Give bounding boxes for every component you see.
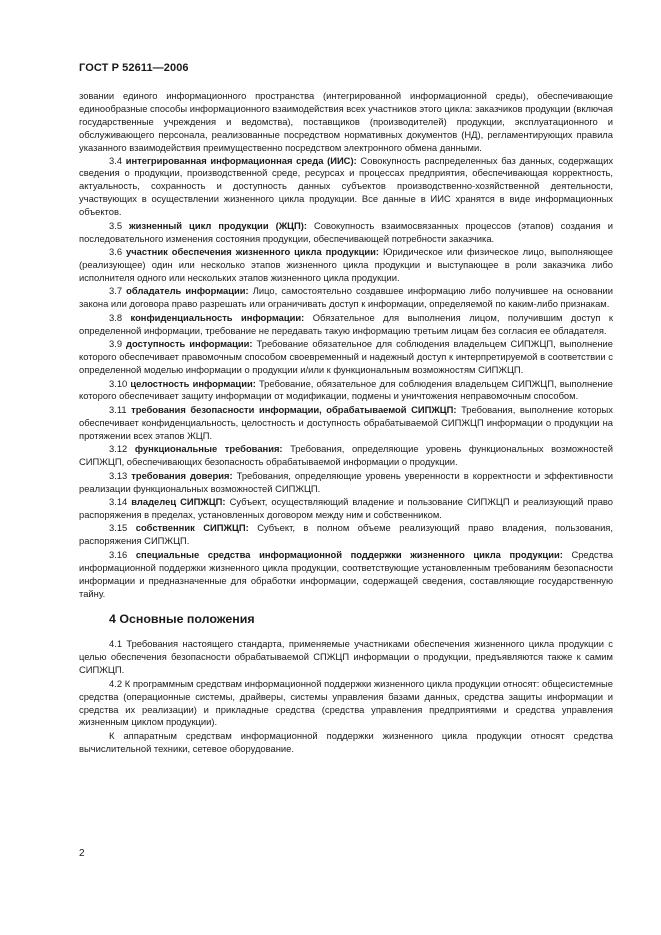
definition-term: конфиденциальность информации:	[130, 311, 305, 323]
definitions-list	[79, 155, 613, 601]
intro-paragraph: зовании единого информационного пространства (интегрированной информационной среды), обеспечивающие единообразные способы информационного взаимодействия всех участников этого цикла: заказчиков продукции (включая государственные учреждения и ведомства), поставщиков (производителей) продукции, эксплуатационного и обслуживающего персонала, реализованные посредством нормативных документов (НД), регламентирующих правила указанного взаимодействия преимущественно посредством электронного обмена данными.	[79, 90, 613, 153]
definition-text: Совокупность взаимосвязанных процессов (этапов) создания и последовательного изменения состояния продукции, обеспечивающей потребности заказчика.	[79, 219, 613, 244]
definition-text: Совокупность распределенных баз данных, содержащих сведения о продукции, производственной среде, ресурсах и процессах предприятия, обеспечивающая корректность, актуальность, сохранность и доступность данных субъектов производственно-хозяйственной деятельности, участвующих в осуществлении жизненного цикла продукции. Все данные в ИИС хранятся в виде информационных объектов.	[79, 154, 614, 218]
definition-term: специальные средства информационной поддержки жизненного цикла продукции:	[135, 548, 563, 560]
definition-text: Требование обязательное для соблюдения владельцем СИПЖЦП, выполнение которого обеспечивает правомочным способом своевременный и надежный доступ к интерпретируемой в соответствии с определенной моделью информации о продукции и/или к функциональным возможностям СИПЖЦП.	[79, 338, 613, 375]
definition-number: 3.15	[109, 522, 128, 534]
definition-paragraph	[79, 285, 613, 311]
definition-term: требования безопасности информации, обрабатываемой СИПЖЦП:	[131, 403, 457, 415]
definition-number: 3.7	[109, 285, 123, 297]
definition-number: 3.11	[109, 403, 127, 415]
definition-paragraph	[79, 470, 613, 496]
document-body	[79, 90, 613, 756]
definition-number: 3.12	[109, 443, 128, 455]
document-header: ГОСТ Р 52611—2006	[79, 62, 189, 74]
definition-term: интегрированная информационная среда (ИИС):	[125, 154, 357, 166]
definition-term: участник обеспечения жизненного цикла продукции:	[126, 246, 379, 258]
definition-paragraph	[79, 496, 613, 522]
definition-paragraph	[79, 246, 613, 285]
definition-number: 3.9	[109, 338, 123, 350]
definition-paragraph	[79, 220, 613, 246]
definition-text: Обязательное для выполнения лицом, получившим доступ к определенной информации, требование не передавать такую информацию третьим лицам без согласия ее обладателя.	[79, 311, 614, 336]
definition-text: Лицо, самостоятельно создавшее информацию либо получившее на основании закона или договора право разрешать или ограничивать доступ к информации, определяемой по каким-либо признакам.	[79, 285, 613, 310]
definition-term: функциональные требования:	[134, 443, 283, 455]
definition-term: владелец СИПЖЦП:	[131, 496, 226, 508]
section-paragraphs	[79, 638, 613, 755]
definition-term: обладатель информации:	[126, 285, 249, 297]
definition-number: 3.8	[109, 311, 123, 323]
definition-text: Юридическое или физическое лицо, выполняющее (реализующее) один или несколько этапов жизненного цикла продукции и выступающее в роли заказчика либо исполнителя одного или нескольких этапов жизненного цикла продукции.	[79, 246, 614, 283]
definition-number: 3.5	[109, 219, 123, 231]
definition-term: требования доверия:	[131, 469, 233, 481]
section-paragraph: К аппаратным средствам информационной поддержки жизненного цикла продукции относят средства вычислительной техники, сетевое оборудование.	[79, 729, 613, 754]
definition-number: 3.6	[109, 246, 123, 258]
definition-number: 3.4	[109, 154, 123, 166]
definition-text: Требования, выполнение которых обеспечивает конфиденциальность, целостность и доступность обрабатываемой СИПЖЦП информации о продукции на протяжении всех этапов ЖЦП.	[79, 403, 613, 441]
definition-paragraph	[79, 549, 613, 601]
definition-text: Средства информационной поддержки жизненного цикла продукции, соответствующие установленным требованиям безопасности информации и предназначенные для обработки информации, содержащей сведения, составляющие государственную тайну.	[79, 548, 613, 599]
section-title: 4 Основные положения	[109, 612, 255, 627]
definition-text: Требование, обязательное для соблюдения владельцем СИПЖЦП, выполнение которого обеспечивает защиту информации от модификации, подмены и уничтожения неправомочным способом.	[79, 377, 614, 402]
definition-number: 3.16	[109, 548, 128, 560]
definition-text: Требования, определяющие уровень уверенности в корректности и эффективности реализации функциональных возможностей СИПЖЦП.	[79, 469, 613, 494]
definition-paragraph	[79, 522, 613, 548]
definition-paragraph	[79, 312, 613, 338]
definition-text: Субъект, осуществляющий владение и пользование СИПЖЦП и реализующий право распоряжения в пределах, установленных договором между ним и собственником.	[79, 496, 613, 520]
definition-term: доступность информации:	[126, 338, 253, 350]
definition-text: Требования, определяющие уровень функциональных возможностей СИПЖЦП, обеспечивающих безопасность обрабатываемой информации о продукции.	[79, 443, 613, 468]
definition-term: собственник СИПЖЦП:	[135, 522, 249, 534]
section-paragraph: 4.1 Требования настоящего стандарта, применяемые участниками обеспечения жизненного цикла продукции с целью обеспечения безопасности обрабатываемой СПЖЦП информации о продукции, предъявляются также к самим СИПЖЦП.	[79, 638, 613, 676]
page-number: 2	[79, 848, 85, 859]
definition-paragraph	[79, 155, 613, 220]
definition-term: жизненный цикл продукции (ЖЦП):	[129, 219, 307, 231]
definition-number: 3.14	[109, 496, 128, 508]
definition-paragraph	[79, 338, 613, 377]
definition-paragraph	[79, 378, 613, 404]
definition-number: 3.10	[109, 377, 128, 389]
section-paragraph: 4.2 К программным средствам информационной поддержки жизненного цикла продукции относят: общесистемные средства (операционные системы, драйверы, системы управления базами данных, средства защиты информации и средства их реализации) и прикладные средства (средства управления предприятиями и средства управления жизненным циклом продукции).	[79, 677, 613, 728]
definition-text: Субъект, в полном объеме реализующий право владения, пользования, распоряжения СИПЖЦП.	[79, 522, 613, 547]
definition-paragraph	[79, 443, 613, 469]
definition-term: целостность информации:	[130, 377, 256, 389]
definition-number: 3.13	[109, 469, 128, 481]
definition-paragraph	[79, 404, 613, 443]
